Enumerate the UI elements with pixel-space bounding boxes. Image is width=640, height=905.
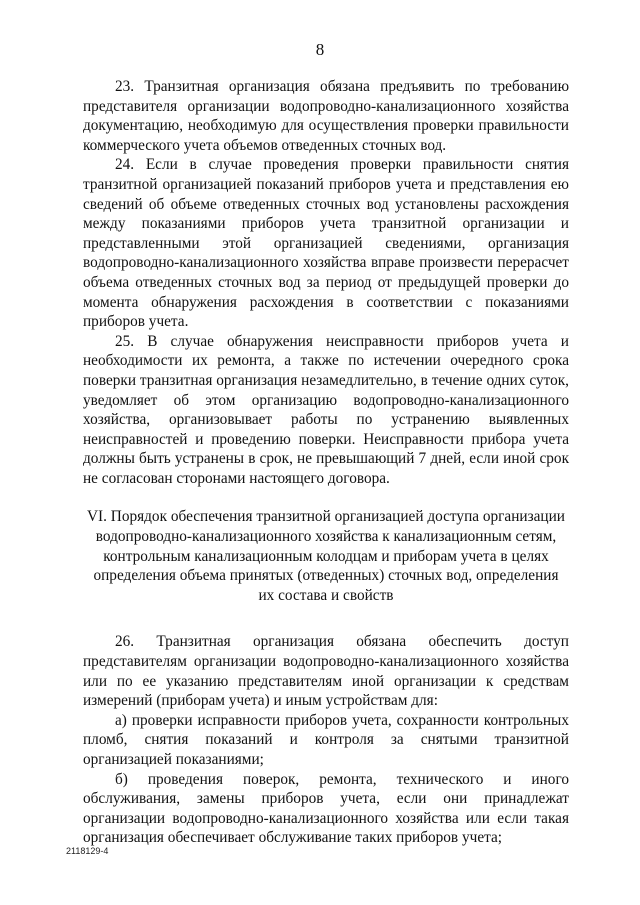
spacer <box>83 624 569 632</box>
paragraph-23: 23. Транзитная организация обязана предъявить по требованию представителя организации водопроводно-канализационного хозяйства документацию, необходимую для осуществления проверки правильности коммерческого учета объемов отведенных сточных вод. <box>83 78 569 154</box>
paragraph-25: 25. В случае обнаружения неисправности приборов учета и необходимости их ремонта, а также по истечении очередного срока поверки транзитная организация незамедлительно, в течение одних суток, уведомляет об этом организацию водопроводно-канализационного хозяйства, организовывает работы по устранению выявленных неисправностей и проведению поверки. Неисправности прибора учета должны быть устранены в срок, не превышающий 7 дней, если иной срок не согласован сторонами настоящего договора. <box>83 332 569 487</box>
paragraph-26: 26. Транзитная организация обязана обеспечить доступ представителям организации водопроводно-канализационного хозяйства или по ее указанию представителям иной организации к средствам измерений (приборам учета) и иным устройствам для: <box>83 633 569 710</box>
paragraph-26-a: а) проверки исправности приборов учета, сохранности контрольных пломб, снятия показаний и контроля за снятыми транзитной организацией показаниями; <box>83 711 569 768</box>
page-number: 8 <box>315 40 325 59</box>
paragraph-24: 24. Если в случае проведения проверки правильности снятия транзитной организацией показаний приборов учета и представления ею сведений об объеме отведенных сточных вод установлены расхождения между показаниями приборов учета транзитной организации и представленными этой организацией сведениями, организация водопроводно-канализационного хозяйства вправе произвести перерасчет объема отведенных сточных вод за период от предыдущей проверки до момента обнаружения расхождения в соответствии с показаниями приборов учета. <box>83 156 569 331</box>
section-heading-vi: VI. Порядок обеспечения транзитной организацией доступа организации водопроводно-канализационного хозяйства к канализационным сетям, контрольным канализационным колодцам и приборам учета в целях определения объема принятых (отведенных) сточных вод, определения их состава и свойств <box>86 508 565 604</box>
document-code: 2118129-4 <box>66 846 109 856</box>
document-body <box>83 77 569 848</box>
paragraph-26-b: б) проведения поверок, ремонта, технического и иного обслуживания, замены приборов учета, если они принадлежат организации водопроводно-канализационного хозяйства или если такая организация обеспечивает обслуживание таких приборов учета; <box>83 770 569 847</box>
